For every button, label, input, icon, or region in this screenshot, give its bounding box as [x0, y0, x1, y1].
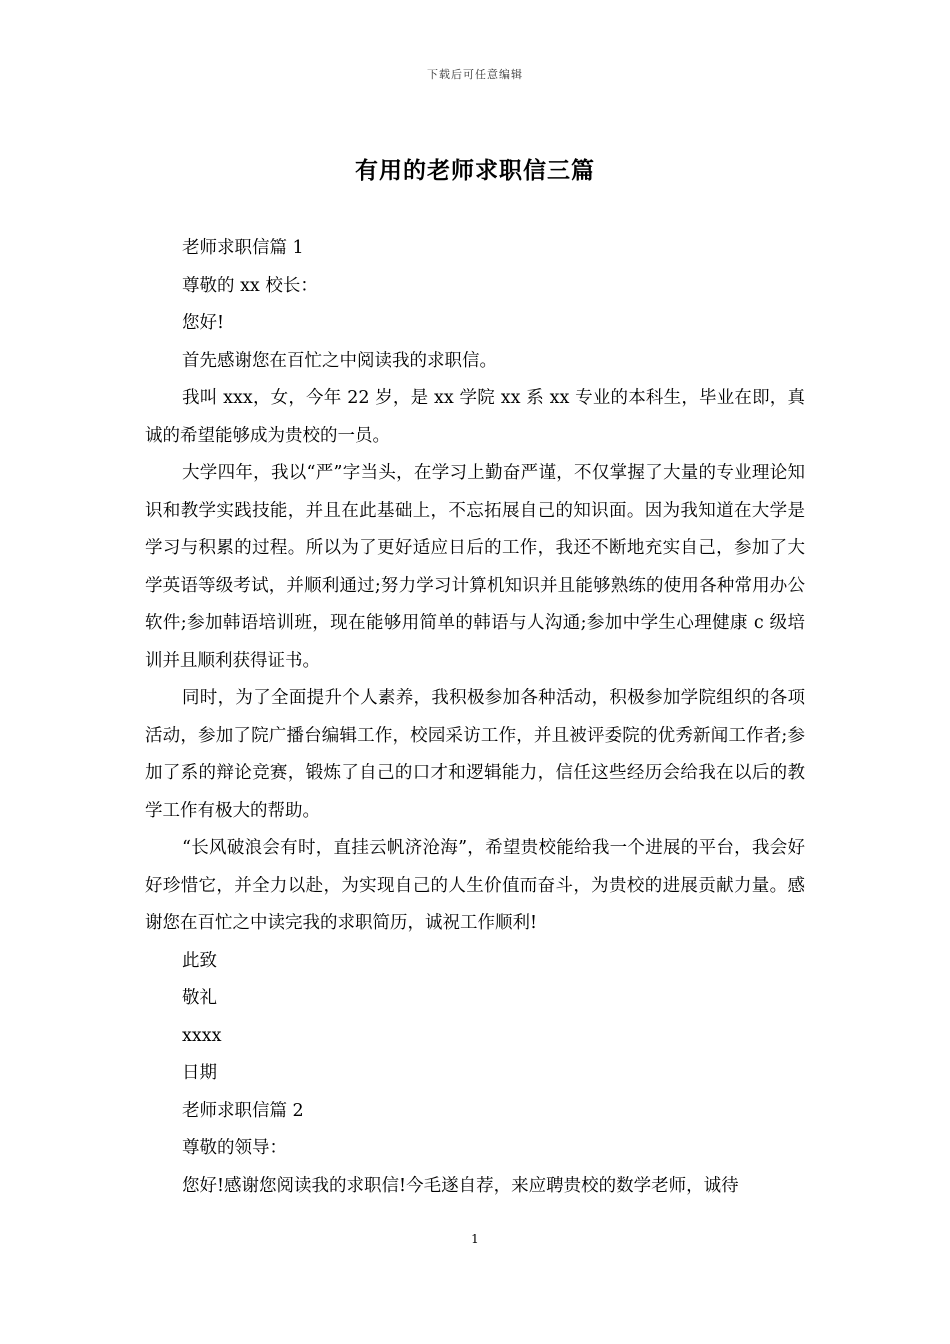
closing-regards: 敬礼	[182, 988, 217, 1008]
salutation-2: 尊敬的领导：	[182, 1138, 287, 1158]
salutation: 尊敬的 xx 校长：	[182, 275, 318, 296]
signature-date: 日期	[182, 1063, 217, 1083]
paragraph-letter-2-start: 您好!感谢您阅读我的求职信!今毛遂自荐，来应聘贵校的数学老师，诚待	[182, 1175, 739, 1196]
document-title: 有用的老师求职信三篇	[355, 157, 595, 184]
signature-name: xxxx	[182, 1025, 222, 1046]
closing-phrase: 此致	[182, 950, 217, 971]
letter-body	[145, 230, 805, 1205]
paragraph-self-intro: 我叫 xxx，女，今年 22 岁，是 xx 学院 xx 系 xx 专业的本科生，毕业在即，真诚的希望能够成为贵校的一员。	[145, 388, 805, 446]
section-heading-1: 老师求职信篇 1	[182, 238, 304, 258]
paragraph-study: 大学四年，我以“严”字当头，在学习上勤奋严谨，不仅掌握了大量的专业理论知识和教学实践技能，并且在此基础上，不忘拓展自己的知识面。因为我知道在大学是学习与积累的过程。所以为了更好适应日后的工作，我还不断地充实自己，参加了大学英语等级考试，并顺利通过;努力学习计算机知识并且能够熟练的使用各种常用办公软件;参加韩语培训班，现在能够用简单的韩语与人沟通;参加中学生心理健康 c 级培训并且顺利获得证书。	[145, 463, 805, 671]
greeting: 您好!	[182, 313, 225, 333]
page-number: 1	[471, 1232, 479, 1246]
paragraph-activities: 同时，为了全面提升个人素养，我积极参加各种活动，积极参加学院组织的各项活动，参加了院广播台编辑工作，校园采访工作，并且被评委院的优秀新闻工作者;参加了系的辩论竞赛，锻炼了自己的口才和逻辑能力，信任这些经历会给我在以后的教学工作有极大的帮助。	[145, 688, 805, 821]
header-note: 下载后可任意编辑	[427, 68, 523, 81]
section-heading-2: 老师求职信篇 2	[182, 1100, 304, 1121]
paragraph-intro: 首先感谢您在百忙之中阅读我的求职信。	[182, 350, 497, 371]
paragraph-closing: “长风破浪会有时，直挂云帆济沧海”，希望贵校能给我一个进展的平台，我会好好珍惜它，并全力以赴，为实现自己的人生价值而奋斗，为贵校的进展贡献力量。感谢您在百忙之中读完我的求职简历，诚祝工作顺利!	[145, 838, 805, 933]
